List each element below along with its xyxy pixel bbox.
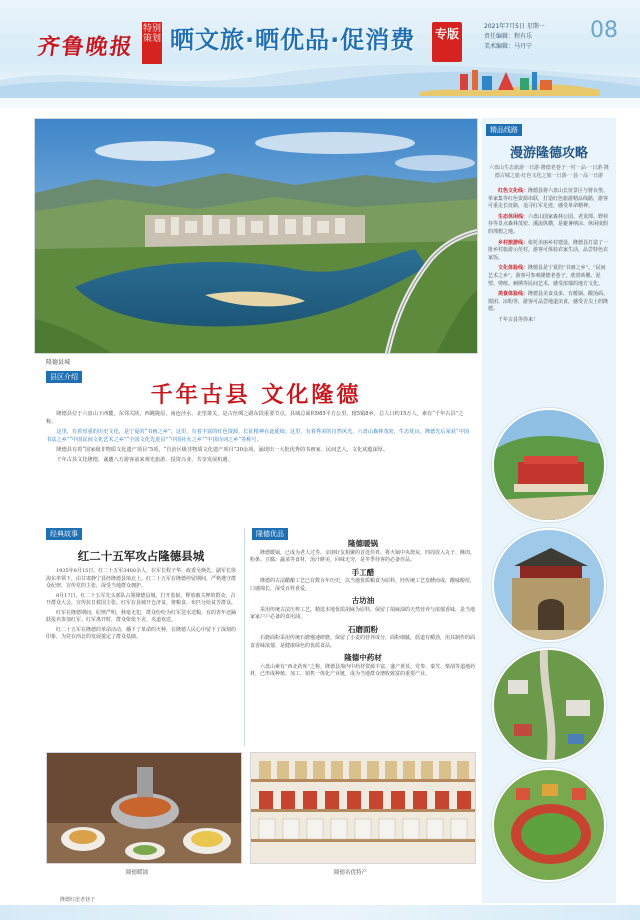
editor-line: 责任编辑：程有乐 xyxy=(484,33,533,40)
date-line: 2021年7月5日 星期一 xyxy=(484,23,545,30)
route-paragraph-text: 隆德县将六盘山长征景区与将台堡、单家集等红色资源串联，打造红色旅游精品线路，游客可重走长征路，追寻红军足迹，感受革命精神。 xyxy=(488,188,609,210)
specialty-item xyxy=(250,569,476,594)
route-paragraph xyxy=(488,240,610,263)
specialties-label: 隆德优品 xyxy=(252,528,288,540)
banner-title: 晒文旅·晒优品·促消费 xyxy=(170,26,416,54)
route-paragraph-text: 隆德县美食众多，有暖锅、酸汤面、搅团、凉粉等，游客可品尝地道美食，感受舌尖上的隆德。 xyxy=(488,291,609,313)
story-paragraph: 红二十五军在隆德的革命活动，播下了革命的火种，在隆德人民心中留下了深刻的印象，为党在西北的发展奠定了群众基础。 xyxy=(46,626,237,640)
specialty-name: 隆德暖锅 xyxy=(348,539,378,548)
route-paragraph-lead: 美食体验线： xyxy=(498,291,529,298)
specialties-list xyxy=(250,540,476,683)
circle-photo-city-gate xyxy=(492,528,606,642)
travel-route-column xyxy=(482,118,616,903)
header-meta xyxy=(484,22,594,52)
skyline-decoration xyxy=(420,62,600,96)
intro-paragraph: 千年古县文化隆德，诚邀八方游客前来观光旅游、投资兴业，共享发展机遇。 xyxy=(56,457,233,463)
story-title: 红二十五军攻占隆德县城 xyxy=(77,549,205,563)
route-paragraph-lead: 乡村旅游线： xyxy=(498,239,529,246)
route-closing: 千年古县等你来！ xyxy=(498,316,539,323)
route-paragraph xyxy=(488,188,610,211)
route-paragraph-text: 隆德县是宁夏的“书画之乡”、“民间艺术之乡”，游客可参观隆德老巷子，欣赏砖雕、泥塑、剪纸、刺绣等民间艺术，感受浓郁的地方文化。 xyxy=(488,265,606,287)
proof-line: 美术编辑：马丹宁 xyxy=(484,43,533,50)
newspaper-masthead: 齐鲁晚报 xyxy=(35,34,136,60)
county-intro-text xyxy=(46,410,472,466)
circle-photo-red-building xyxy=(492,408,606,522)
circle-photo-park-track xyxy=(492,768,606,882)
specialty-item xyxy=(250,540,476,565)
specialty-name: 手工醋 xyxy=(351,567,375,577)
photo-hotpot-caption: 隆德暖锅 xyxy=(126,870,149,876)
hero-landscape-illustration xyxy=(35,119,478,354)
page-header xyxy=(0,0,640,108)
route-paragraph-lead: 生态休闲线： xyxy=(498,213,529,220)
route-paragraph-text: 依托美丽乡村建设，隆德县打造了一批乡村旅游示范村，游客可体验农家生活，品尝特色农家饭。 xyxy=(488,239,609,261)
footer-bar xyxy=(0,905,640,920)
hero-photo-county-town xyxy=(34,118,478,354)
specialty-name: 隆德中药材 xyxy=(344,653,382,662)
specialty-text: 隆德暖锅，已成为老人过寿、亲朋好友相聚的首选佳肴。将火锅中央烧炭，四周放入丸子、酥肉、粉条、豆腐、蔬菜等食材，汤汁鲜美，回味无穷，是冬季待客的必备佳品。 xyxy=(250,549,476,563)
section-tag: 特别策划 xyxy=(142,22,162,64)
photo-local-products xyxy=(250,752,476,864)
county-intro-title: 千年古县 文化隆德 xyxy=(150,382,362,408)
story-paragraph: 红军在隆德期间，纪律严明，秋毫无犯，群众纷纷为红军送水送粮，有的青年还踊跃报名参加红军。红军离开时，群众依依不舍，夹道欢送。 xyxy=(46,609,237,623)
specialty-name: 古坊油 xyxy=(351,596,375,605)
intro-paragraph: 隆德县位于六盘山下西麓，东邻关陕，西眺陇原，南连泾水，北望萧关，是古丝绸之路东段重要节点。县域总面积985平方公里，辖5镇8乡，总人口约15万人，素有“千年古县”之称。 xyxy=(46,411,464,425)
specialty-item xyxy=(250,626,476,651)
specialty-name: 石磨面粉 xyxy=(348,624,378,634)
story-paragraph: 1935年8月15日，红二十五军3400余人，在军长程子华、政委吴焕先、副军长徐海东率领下，由甘肃静宁县经隆德县境北上。红二十五军在隆德停留期间，严格遵守群众纪律，宣传党的主张，深受当地群众拥护。 xyxy=(46,568,237,589)
specialty-text: 石磨面粉采用传统石磨慢速研磨，保留了小麦的营养成分，面粉细腻，筋道有嚼劲，用其制作的面食香味浓郁，是健康绿色的优质食品。 xyxy=(250,635,476,649)
photo-products-caption: 隆德名优特产 xyxy=(334,870,368,876)
hero-caption: 隆德县城 xyxy=(46,359,71,366)
specialty-item xyxy=(250,654,476,679)
route-section-title: 漫游隆德攻略 xyxy=(509,146,588,161)
intro-paragraph: 这里，有着厚重的历史文化，是宁夏的“书画之乡”；这里，有着丰富的红色资源，长征精神在此延续；这里，有着秀美的自然风光，六盘山森林茂密，生态优良。隆德先后荣获“中国书法之乡”“中国民间文化艺术之乡”“全国文化先进县”“中国社火之乡”“中国诗词之乡”等称号。 xyxy=(46,429,469,443)
specialty-text: 六盘山素有“西北药库”之称，隆德县境内中药材资源丰富，盛产黄芪、党参、秦艽、柴胡等道地药材，已形成种植、加工、销售一体化产业链，成为当地群众增收致富的重要产业。 xyxy=(250,663,476,677)
route-paragraph-text: 六盘山国家森林公园、老龙潭、野荷谷等景点森林茂密、溪流纵横，是避暑纳凉、休闲度假的理想之地。 xyxy=(488,213,609,235)
story-text xyxy=(46,568,240,644)
route-intro: 六盘山生态旅游一日游·隆德老巷子一村一品·一日游·隆德古城之旅·红色文化之旅一日游·一县一品一日游 xyxy=(489,165,609,179)
story-label: 经典故事 xyxy=(46,528,82,540)
route-paragraph-lead: 文化体验线： xyxy=(498,265,529,272)
specialty-text: 隆德的古法醋酿工艺已有数百年历史，以当地优质粮食为原料，经传统工艺发酵而成，酸味醇厚，口感绵长，深受百姓喜爱。 xyxy=(250,578,476,592)
route-paragraph xyxy=(488,265,610,288)
route-paragraph xyxy=(488,291,610,314)
page-number: 08 xyxy=(590,18,618,43)
route-paragraph-lead: 红色文化线： xyxy=(498,188,529,194)
column-divider xyxy=(244,528,245,746)
specialty-item xyxy=(250,597,476,622)
route-paragraphs xyxy=(488,188,610,328)
specialty-text: 采用传统古法压榨工艺，精选本地优质胡麻为原料，保留了胡麻油的天然营养与浓郁香味，是当地家家户户必备的食用油。 xyxy=(250,606,476,620)
edition-badge: 专版 xyxy=(432,22,462,62)
route-footnote: 隆德红崖老巷子 xyxy=(60,897,96,903)
route-paragraph xyxy=(488,214,610,237)
county-intro-label: 县区介绍 xyxy=(46,371,82,383)
circle-photo-aerial-village xyxy=(492,648,606,762)
intro-paragraph: 隆德县有着“国家级非物质文化遗产项目”5项，“自治区级非物质文化遗产项目”30余项，涌现出一大批优秀的书画家、民间艺人，文化底蕴深厚。 xyxy=(56,447,389,453)
photo-hotpot xyxy=(46,752,242,864)
story-paragraph: 8月17日，红二十五军先头部队占领隆德县城，打开监狱，释放被关押的群众，召开群众大会，宣传抗日救国主张。红军在县城开仓济贫，将粮食、布匹分给贫苦群众。 xyxy=(46,592,237,606)
route-section-label: 精品线路 xyxy=(486,124,522,136)
